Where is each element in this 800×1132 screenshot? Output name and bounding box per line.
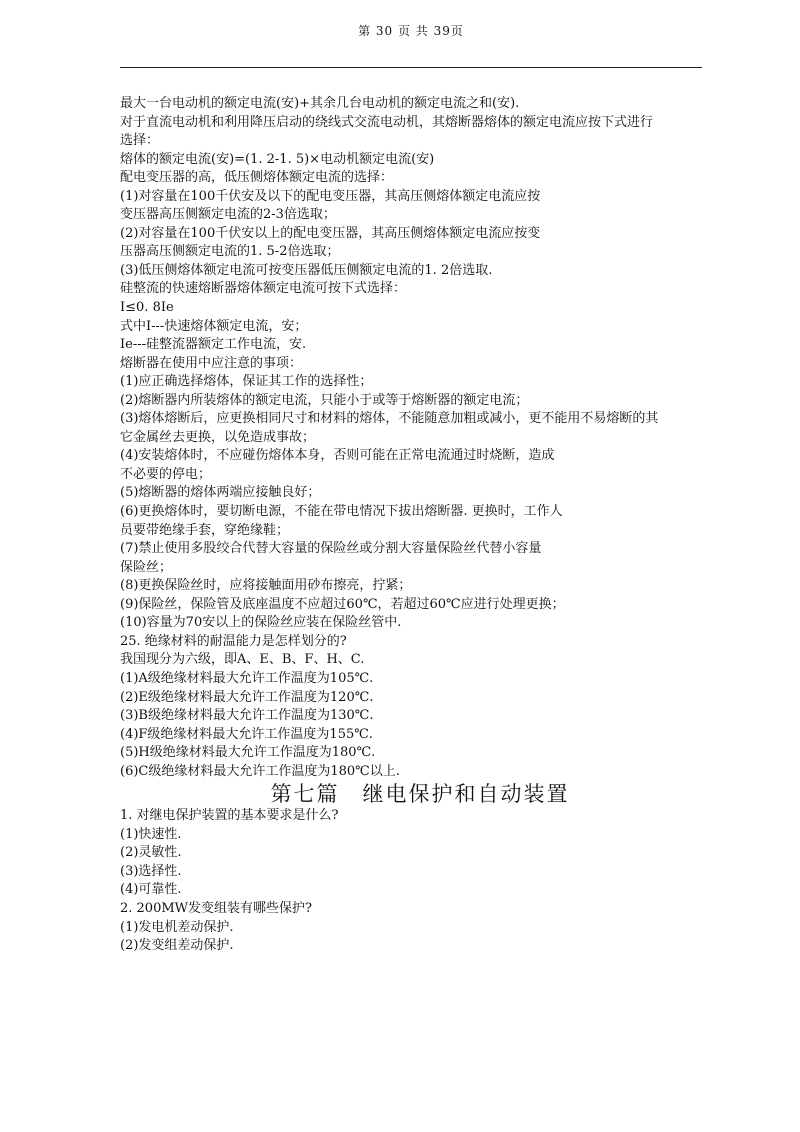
text-line: 压器高压侧额定电流的1. 5-2倍选取； — [120, 244, 340, 260]
text-line: I≤0. 8Ie — [120, 300, 174, 316]
text-line: (3)低压侧熔体额定电流可按变压器低压侧额定电流的1. 2倍选取. — [120, 262, 493, 278]
text-line: (4)可靠性. — [120, 882, 182, 898]
text-block-before — [120, 95, 720, 781]
text-line: (4)F级绝缘材料最大允许工作温度为155℃. — [120, 726, 373, 742]
text-line: (5)H级绝缘材料最大允许工作温度为180℃. — [120, 745, 376, 761]
text-line: 硅整流的快速熔断器熔体额定电流可按下式选择： — [120, 281, 407, 297]
text-line: (3)选择性. — [120, 863, 182, 879]
text-line: (1)应正确选择熔体，保证其工作的选择性； — [120, 374, 373, 390]
text-line: (1)A级绝缘材料最大允许工作温度为105℃. — [120, 670, 374, 686]
text-line: 25. 绝缘材料的耐温能力是怎样划分的? — [120, 633, 347, 649]
text-line: (10)容量为70安以上的保险丝应装在保险丝管中. — [120, 615, 402, 631]
text-line: 保险丝； — [120, 559, 173, 575]
text-line: 选择： — [120, 133, 160, 149]
text-line: (1)发电机差动保护. — [120, 919, 234, 935]
text-line: (1)对容量在100千伏安及以下的配电变压器，其高压侧熔体额定电流应按 — [120, 188, 541, 204]
text-line: (3)B级绝缘材料最大允许工作温度为130℃. — [120, 708, 374, 724]
header-rule — [120, 67, 702, 68]
text-line: 1. 对继电保护装置的基本要求是什么? — [120, 808, 339, 824]
text-line: (9)保险丝，保险管及底座温度不应超过60℃，若超过60℃应进行处理更换； — [120, 596, 565, 612]
text-line: 最大一台电动机的额定电流(安)+其余几台电动机的额定电流之和(安). — [120, 96, 520, 111]
text-line: 变压器高压侧额定电流的2-3倍选取； — [120, 207, 336, 223]
text-line: (6)C级绝缘材料最大允许工作温度为180℃以上. — [120, 763, 400, 779]
document-body — [120, 95, 720, 956]
text-line: (2)熔断器内所装熔体的额定电流，只能小于或等于熔断器的额定电流； — [120, 392, 529, 408]
text-line: Ie---硅整流器额定工作电流，安. — [120, 337, 307, 353]
text-line: (6)更换熔体时，要切断电源，不能在带电情况下拔出熔断器. 更换时，工作人 — [120, 504, 563, 520]
text-line: 配电变压器的高，低压侧熔体额定电流的选择： — [120, 170, 394, 186]
text-line: (4)安装熔体时，不应碰伤熔体本身，否则可能在正常电流通过时烧断，造成 — [120, 448, 555, 464]
text-line: 熔体的额定电流(安)=(1. 2-1. 5)×电动机额定电流(安) — [120, 151, 435, 167]
text-line: 它金属丝去更换，以免造成事故； — [120, 429, 316, 445]
text-line: 我国现分为六级，即A、E、B、F、H、C. — [120, 652, 365, 668]
text-line: (2)发变组差动保护. — [120, 938, 234, 954]
text-line: 式中I---快速熔体额定电流，安； — [120, 318, 308, 334]
text-line: (8)更换保险丝时，应将接触面用砂布擦亮，拧紧； — [120, 578, 412, 594]
page-header: 第 30 页 共 39页 — [358, 24, 464, 38]
section-title: 第七篇 继电保护和自动装置 — [270, 782, 570, 807]
text-line: (1)快速性. — [120, 826, 182, 842]
text-line: (2)对容量在100千伏安以上的配电变压器，其高压侧熔体额定电流应按变 — [120, 225, 541, 241]
text-line: 对于直流电动机和利用降压启动的绕线式交流电动机，其熔断器熔体的额定电流应按下式进行 — [120, 114, 654, 130]
text-line: (2)灵敏性. — [120, 845, 182, 861]
text-line: (3)熔体熔断后，应更换相同尺寸和材料的熔体，不能随意加粗或减小，更不能用不易熔断的其 — [120, 411, 659, 427]
text-line: 2. 200MW发变组装有哪些保护? — [120, 900, 312, 916]
text-block-after — [120, 807, 720, 955]
text-line: (2)E级绝缘材料最大允许工作温度为120℃. — [120, 689, 374, 705]
text-line: (5)熔断器的熔体两端应接触良好； — [120, 485, 321, 501]
text-line: 员要带绝缘手套，穿绝缘鞋； — [120, 522, 290, 538]
text-line: 熔断器在使用中应注意的事项： — [120, 355, 303, 371]
text-line: (7)禁止使用多股绞合代替大容量的保险丝或分割大容量保险丝代替小容量 — [120, 541, 542, 557]
text-line: 不必要的停电； — [120, 466, 212, 482]
